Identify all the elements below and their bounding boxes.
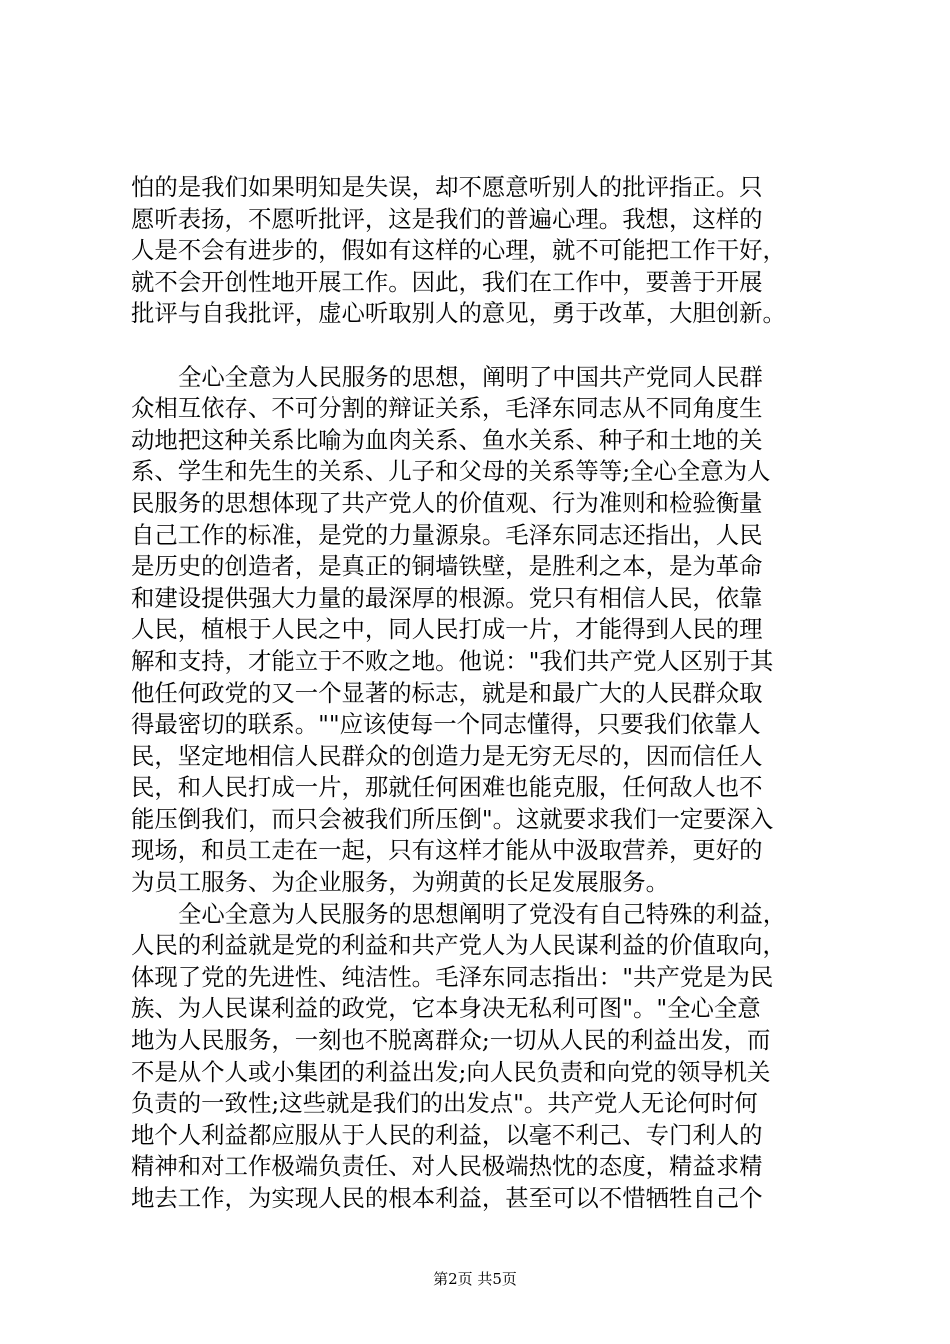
text-line: 人民的利益就是党的利益和共产党人为人民谋利益的价值取向， [131, 931, 786, 960]
text-line: 和建设提供强大力量的最深厚的根源。党只有相信人民，依靠 [131, 583, 763, 612]
text-line: 地为人民服务，一刻也不脱离群众;一切从人民的利益出发，而 [131, 1026, 771, 1055]
text-line: 族、为人民谋利益的政党，它本身决无私利可图"。"全心全意 [131, 994, 761, 1023]
text-line: 全心全意为人民服务的思想，阐明了中国共产党同人民群 [178, 362, 763, 391]
text-line: 地去工作，为实现人民的根本利益，甚至可以不惜牺牲自己个 [131, 1184, 763, 1212]
text-line: 民，坚定地相信人民群众的创造力是无穷无尽的，因而信任人 [131, 741, 763, 770]
text-line: 得最密切的联系。""应该使每一个同志懂得，只要我们依靠人 [131, 710, 761, 739]
paragraph-1 [131, 172, 843, 330]
text-line: 批评与自我批评，虚心听取别人的意见，勇于改革，大胆创新。 [131, 299, 786, 328]
paragraph-2 [131, 362, 843, 899]
text-line: 愿听表扬，不愿听批评，这是我们的普遍心理。我想，这样的 [131, 204, 763, 233]
page-number: 第2页 共5页 [433, 1270, 517, 1288]
paragraph-3 [131, 899, 843, 1215]
text-line: 现场，和员工走在一起，只有这样才能从中汲取营养，更好的 [131, 836, 763, 865]
text-line: 自己工作的标准，是党的力量源泉。毛泽东同志还指出，人民 [131, 520, 763, 549]
paragraph-gap [131, 330, 843, 362]
text-line: 地个人利益都应服从于人民的利益，以毫不利己、专门利人的 [131, 1120, 763, 1149]
text-line: 为员工服务、为企业服务，为朔黄的长足发展服务。 [131, 868, 669, 897]
page-footer [0, 1269, 950, 1289]
text-line: 能压倒我们，而只会被我们所压倒"。这就要求我们一定要深入 [131, 804, 774, 833]
text-line: 人是不会有进步的，假如有这样的心理，就不可能把工作干好， [131, 236, 786, 265]
text-line: 全心全意为人民服务的思想阐明了党没有自己特殊的利益， [178, 899, 787, 928]
text-line: 不是从个人或小集团的利益出发;向人民负责和向党的领导机关 [131, 1057, 771, 1086]
text-line: 体现了党的先进性、纯洁性。毛泽东同志指出："共产党是为民 [131, 962, 774, 991]
text-line: 民服务的思想体现了共产党人的价值观、行为准则和检验衡量 [131, 488, 763, 517]
text-line: 动地把这种关系比喻为血肉关系、鱼水关系、种子和土地的关 [131, 425, 763, 454]
text-line: 他任何政党的又一个显著的标志，就是和最广大的人民群众取 [131, 678, 763, 707]
document-body [131, 172, 843, 1215]
text-line: 人民，植根于人民之中，同人民打成一片，才能得到人民的理 [131, 615, 763, 644]
text-line: 负责的一致性;这些就是我们的出发点"。共产党人无论何时何 [131, 1089, 758, 1118]
text-line: 精神和对工作极端负责任、对人民极端热忱的态度，精益求精 [131, 1152, 763, 1181]
text-line: 解和支持，才能立于不败之地。他说："我们共产党人区别于其 [131, 646, 774, 675]
text-line: 众相互依存、不可分割的辩证关系，毛泽东同志从不同角度生 [131, 394, 763, 423]
text-line: 是历史的创造者，是真正的铜墙铁壁，是胜利之本，是为革命 [131, 552, 763, 581]
text-line: 怕的是我们如果明知是失误，却不愿意听别人的批评指正。只 [131, 173, 763, 201]
text-line: 就不会开创性地开展工作。因此，我们在工作中，要善于开展 [131, 267, 763, 296]
text-line: 民，和人民打成一片，那就任何困难也能克服，任何敌人也不 [131, 773, 763, 802]
text-line: 系、学生和先生的关系、儿子和父母的关系等等;全心全意为人 [131, 457, 771, 486]
